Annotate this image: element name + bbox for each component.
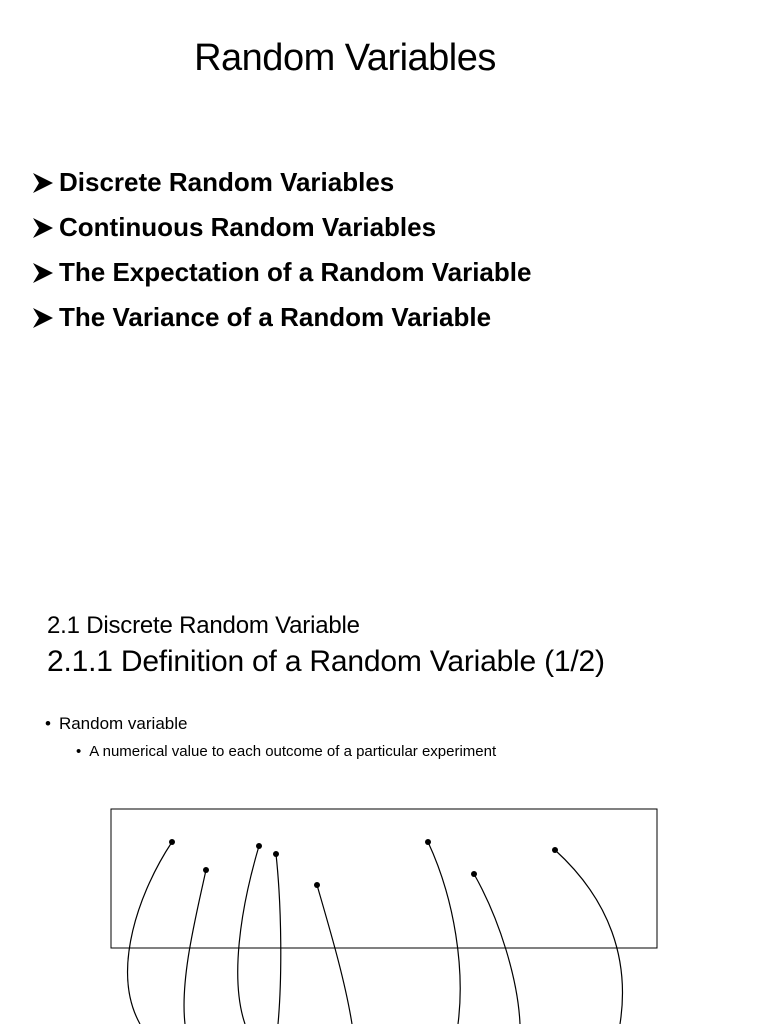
outcome-point: [425, 839, 431, 845]
topic-label: Discrete Random Variables: [59, 167, 395, 197]
sub-bullet-item: [76, 741, 496, 763]
arrow-bullet-icon: [30, 305, 56, 331]
outcome-point: [314, 882, 320, 888]
mapping-curve: [276, 854, 281, 1024]
bullet-marker: •: [76, 743, 82, 760]
bullet-text: Random variable: [58, 714, 188, 733]
topic-item: [30, 295, 531, 340]
section-subtitle: 2.1 Discrete Random Variable: [47, 612, 360, 639]
bullet-item: [45, 712, 187, 736]
outcome-point: [471, 871, 477, 877]
bullet-marker: •: [45, 714, 51, 733]
mapping-curve: [555, 850, 622, 1024]
arrow-bullet-icon: [30, 170, 56, 196]
topic-label: The Expectation of a Random Variable: [59, 257, 532, 287]
mapping-curve: [128, 842, 172, 1024]
outcome-point: [169, 839, 175, 845]
mapping-curve: [184, 870, 206, 1024]
topic-item: [30, 205, 531, 250]
mapping-curve: [238, 846, 259, 1024]
slide-title: Random Variables: [194, 37, 496, 79]
mapping-curve: [474, 874, 520, 1024]
outcome-point: [273, 851, 279, 857]
sub-bullet-text: A numerical value to each outcome of a particular experiment: [89, 743, 497, 760]
outcome-point: [203, 867, 209, 873]
topic-label: The Variance of a Random Variable: [59, 302, 492, 332]
outcome-point: [552, 847, 558, 853]
section-title: 2.1.1 Definition of a Random Variable (1/2): [47, 645, 605, 678]
topic-list: [30, 160, 531, 340]
mapping-curve: [317, 885, 352, 1024]
mapping-diagram: [0, 790, 768, 1024]
outcome-point: [256, 843, 262, 849]
mapping-curve: [428, 842, 460, 1024]
topic-item: [30, 250, 531, 295]
arrow-bullet-icon: [30, 215, 56, 241]
arrow-bullet-icon: [30, 260, 56, 286]
topic-item: [30, 160, 531, 205]
sample-space-box: [111, 809, 657, 948]
topic-label: Continuous Random Variables: [59, 212, 437, 242]
